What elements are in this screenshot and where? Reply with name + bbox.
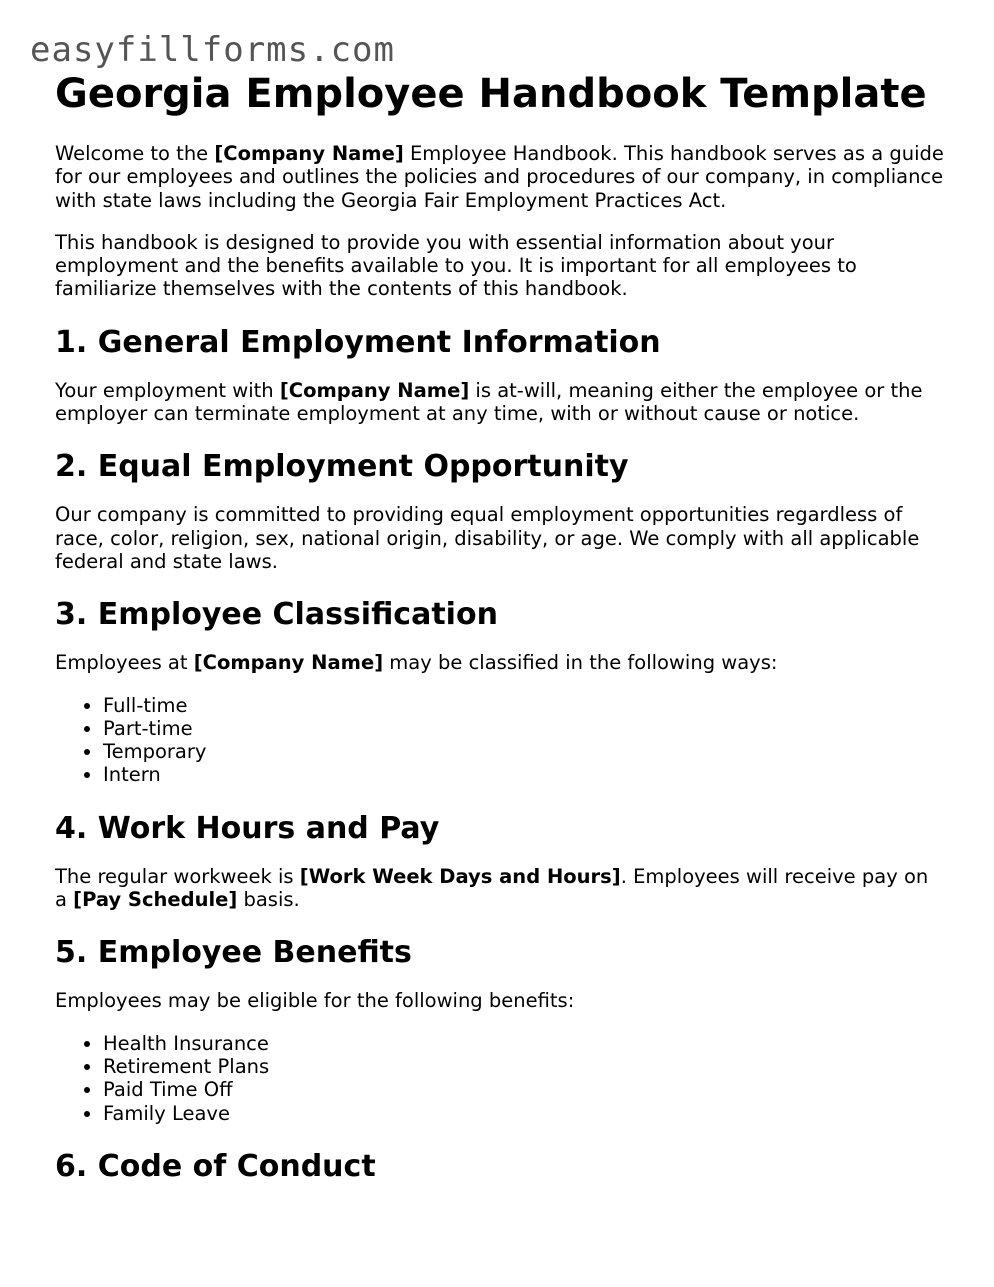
classification-list	[55, 694, 945, 787]
intro-paragraph-1	[55, 142, 945, 212]
document	[55, 68, 945, 1186]
intro-text-after: Employee Handbook. This handbook serves as a guide for our employees and outlines the policies and procedures of our company, in compliance with state laws including the Georgia Fair Employment Practices Act.	[55, 142, 944, 212]
section-4-text-middle: . Employees will receive pay on a	[55, 864, 929, 912]
work-week-placeholder: [Work Week Days and Hours]	[299, 864, 621, 888]
list-item: • Intern	[103, 763, 945, 786]
section-2-paragraph: Our company is committed to providing equal employment opportunities regardless of race, color, religion, sex, national origin, disability, or age. We comply with all applicable federal and state laws.	[55, 503, 920, 573]
document-title: Georgia Employee Handbook Template	[55, 71, 927, 117]
intro-text-before: Welcome to the	[55, 142, 215, 165]
list-item: • Paid Time Off	[103, 1078, 945, 1101]
pay-schedule-placeholder: [Pay Schedule]	[73, 888, 238, 912]
company-name-placeholder: [Company Name]	[214, 142, 404, 165]
company-name-placeholder: [Company Name]	[279, 378, 470, 402]
list-item: • Part-time	[103, 717, 945, 740]
intro-paragraph-2: This handbook is designed to provide you with essential information about your employment and the benefits available to you. It is important for all employees to familiarize themselves with the contents of this handbook.	[55, 230, 857, 301]
section-2-heading: 2. Equal Employment Opportunity	[55, 449, 629, 485]
section-3-text-after: may be classified in the following ways:	[383, 651, 778, 675]
section-1-text-after: is at-will, meaning either the employee or the employer can terminate employment at any time, with or without cause or notice.	[55, 378, 923, 426]
list-item: • Retirement Plans	[103, 1055, 945, 1078]
section-5-heading: 5. Employee Benefits	[55, 935, 412, 971]
company-name-placeholder: [Company Name]	[193, 651, 384, 675]
section-3-paragraph	[55, 651, 945, 674]
section-4-paragraph	[55, 865, 945, 912]
watermark: easyfillforms.com	[30, 30, 395, 70]
section-6-heading: 6. Code of Conduct	[55, 1148, 376, 1184]
benefits-list	[55, 1032, 945, 1125]
section-1-heading: 1. General Employment Information	[55, 324, 661, 360]
section-4-text-after: basis.	[237, 888, 300, 912]
list-item: • Family Leave	[103, 1102, 945, 1125]
section-4-heading: 4. Work Hours and Pay	[55, 810, 440, 846]
list-item: • Full-time	[103, 694, 945, 717]
section-1-paragraph	[55, 379, 945, 426]
list-item: • Temporary	[103, 740, 945, 763]
list-item: • Health Insurance	[103, 1032, 945, 1055]
section-3-heading: 3. Employee Classification	[55, 597, 498, 633]
section-4-text-before: The regular workweek is	[55, 864, 300, 888]
section-5-paragraph: Employees may be eligible for the following benefits:	[55, 989, 575, 1013]
section-3-text-before: Employees at	[55, 651, 194, 675]
section-1-text-before: Your employment with	[55, 378, 280, 402]
